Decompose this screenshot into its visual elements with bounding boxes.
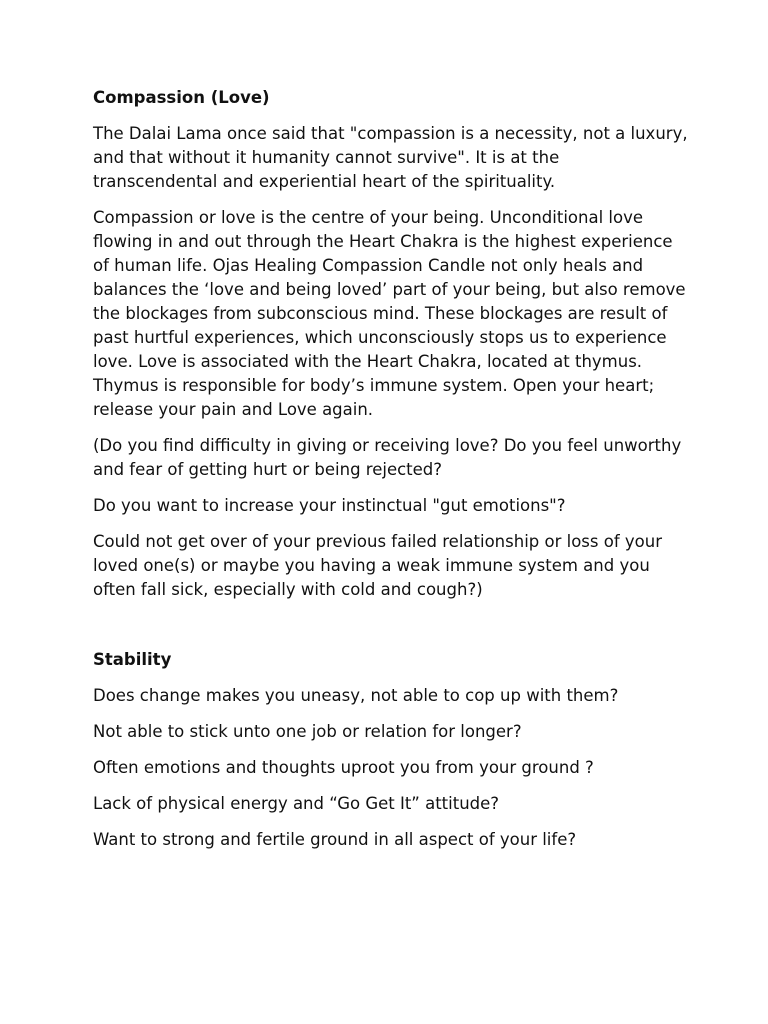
stability-paragraph-1: Does change makes you uneasy, not able to cop up with them? — [93, 686, 619, 705]
compassion-paragraph-3: (Do you find difficulty in giving or receiving love? Do you feel unworthy and fear of getting hurt or being rejected? — [93, 436, 682, 479]
stability-paragraph-5: Want to strong and fertile ground in all aspect of your life? — [93, 830, 577, 849]
compassion-paragraph-1: The Dalai Lama once said that "compassion is a necessity, not a luxury, and that without it humanity cannot survive". It is at the transcendental and experiential heart of the spirituality. — [93, 124, 688, 191]
compassion-paragraph-2: Compassion or love is the centre of your being. Unconditional love flowing in and out through the Heart Chakra is the highest experience of human life. Ojas Healing Compassion Candle not only heals and balances the ‘love and being loved’ part of your being, but also remove the blockages from subconscious mind. These blockages are result of past hurtful experiences, which unconsciously stops us to experience love. Love is associated with the Heart Chakra, located at thymus. Thymus is responsible for body’s immune system. Open your heart; release your pain and Love again. — [93, 208, 686, 419]
compassion-paragraph-5: Could not get over of your previous failed relationship or loss of your loved one(s) or maybe you having a weak immune system and you often fall sick, especially with cold and cough?) — [93, 532, 662, 599]
stability-section — [93, 648, 688, 852]
compassion-section — [93, 86, 688, 602]
stability-paragraph-3: Often emotions and thoughts uproot you from your ground ? — [93, 758, 594, 777]
section-spacer — [93, 614, 688, 648]
stability-heading: Stability — [93, 650, 172, 669]
stability-paragraph-4: Lack of physical energy and “Go Get It” attitude? — [93, 794, 500, 813]
stability-paragraph-2: Not able to stick unto one job or relation for longer? — [93, 722, 522, 741]
compassion-heading: Compassion (Love) — [93, 88, 270, 107]
compassion-paragraph-4: Do you want to increase your instinctual "gut emotions"? — [93, 496, 566, 515]
